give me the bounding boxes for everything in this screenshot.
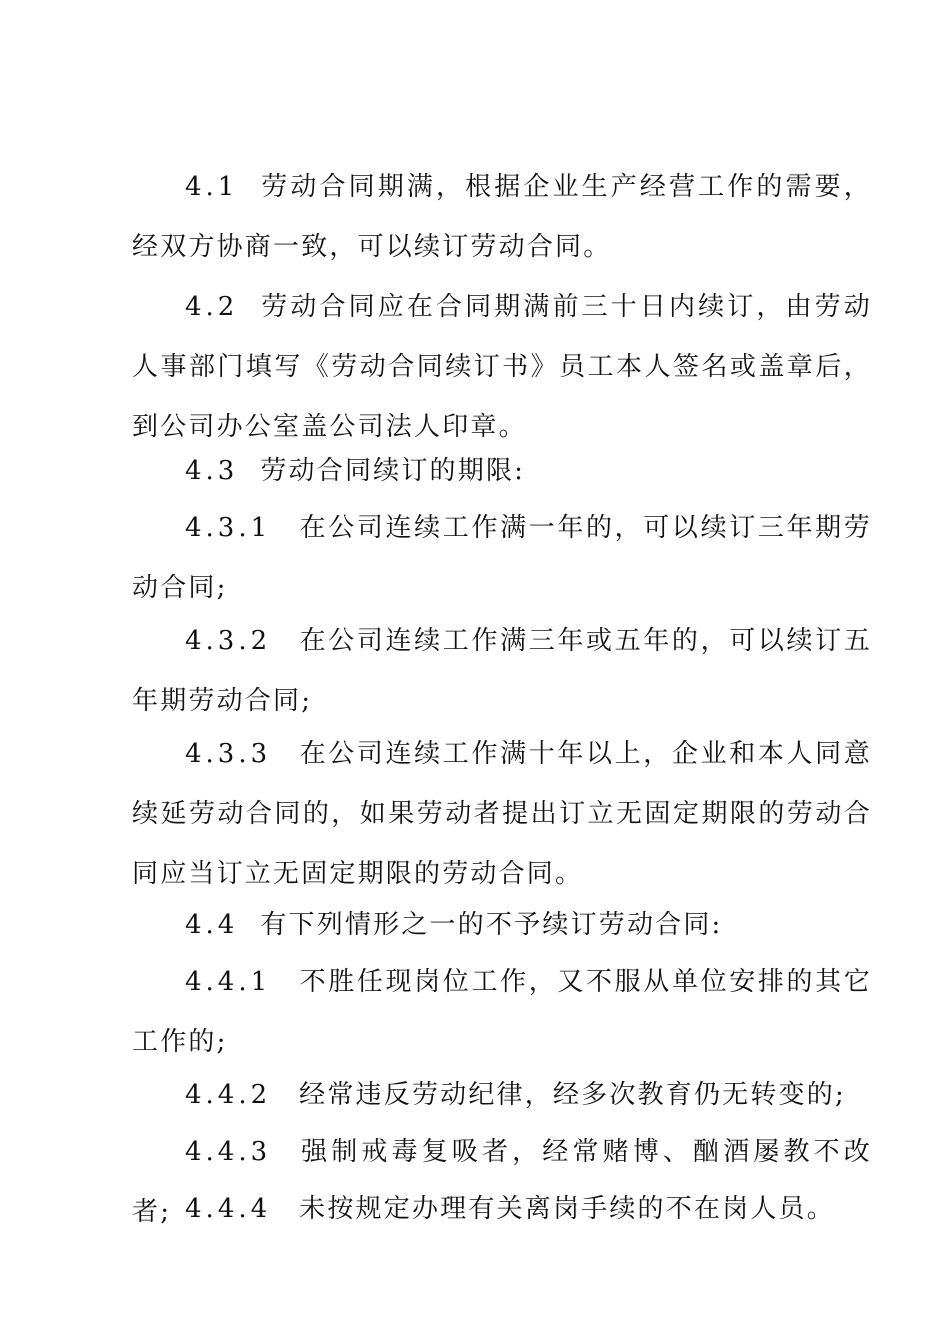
clause-text: 强制戒毒复吸者，经常赌博、酗酒屡教不改者; — [132, 1137, 872, 1227]
clause-number: 4.4.4 — [185, 1194, 272, 1224]
clause-number: 4.3.1 — [185, 513, 272, 543]
clause-4-4-4 — [132, 1179, 872, 1239]
clause-number: 4.3 — [185, 456, 239, 486]
clause-text: 在公司连续工作满三年或五年的，可以续订五年期劳动合同; — [132, 626, 872, 716]
clause-4-3 — [132, 441, 872, 501]
clause-text: 未按规定办理有关离岗手续的不在岗人员。 — [299, 1194, 835, 1224]
clause-number: 4.4.1 — [185, 967, 272, 997]
clause-4-3-1 — [132, 498, 872, 618]
clause-text: 在公司连续工作满一年的，可以续订三年期劳动合同; — [132, 513, 872, 603]
clause-text: 有下列情形之一的不予续订劳动合同: — [260, 910, 723, 940]
clause-4-2 — [132, 277, 872, 457]
clause-4-1 — [132, 157, 872, 277]
clause-text: 劳动合同应在合同期满前三十日内续订，由劳动人事部门填写《劳动合同续订书》员工本人签名或盖章后，到公司办公室盖公司法人印章。 — [132, 292, 872, 442]
clause-text: 在公司连续工作满十年以上，企业和本人同意续延劳动合同的，如果劳动者提出订立无固定期限的劳动合同应当订立无固定期限的劳动合同。 — [132, 739, 872, 889]
clause-number: 4.1 — [185, 172, 239, 202]
clause-text: 不胜任现岗位工作，又不服从单位安排的其它工作的; — [132, 967, 872, 1057]
clause-number: 4.4 — [185, 910, 239, 940]
clause-4-4 — [132, 895, 872, 955]
clause-number: 4.4.2 — [185, 1080, 272, 1110]
clause-number: 4.3.3 — [185, 739, 272, 769]
clause-text: 经常违反劳动纪律，经多次教育仍无转变的; — [299, 1080, 846, 1110]
clause-number: 4.3.2 — [185, 626, 272, 656]
clause-text: 劳动合同期满，根据企业生产经营工作的需要，经双方协商一致，可以续订劳动合同。 — [132, 172, 872, 262]
clause-4-4-1 — [132, 952, 872, 1072]
clause-4-4-2 — [132, 1065, 872, 1125]
clause-number: 4.4.3 — [185, 1137, 272, 1167]
clause-4-3-3 — [132, 724, 872, 904]
clause-number: 4.2 — [185, 292, 239, 322]
clause-4-3-2 — [132, 611, 872, 731]
clause-text: 劳动合同续订的期限: — [260, 456, 526, 486]
